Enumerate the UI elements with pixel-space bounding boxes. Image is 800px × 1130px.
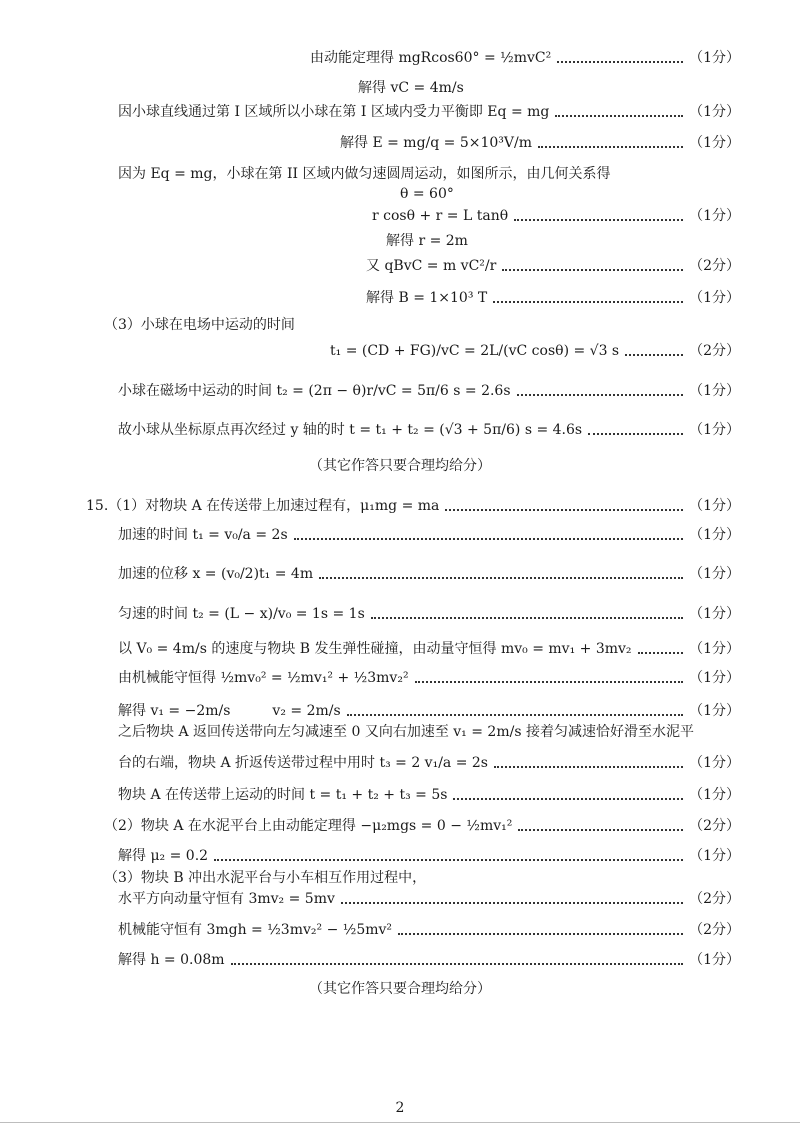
page-number: 2 (395, 1100, 405, 1116)
leader-dots (231, 963, 684, 965)
leader-dots (371, 617, 683, 619)
line-18: 加速的位移 x = (v₀/2)t₁ = 4m （1分） (118, 566, 740, 582)
line-23: 之后物块 A 返回传送带向左匀减速至 0 又向右加速至 v₁ = 2m/s 接着匀减速恰好滑至水泥平 (118, 724, 694, 740)
line-19: 匀速的时间 t₂ = (L − x)/v₀ = 1s = 1s （1分） (118, 606, 740, 622)
line-29: 水平方向动量守恒有 3mv₂ = 5mv （2分） (118, 891, 740, 907)
leader-dots (494, 766, 683, 768)
line-17: 加速的时间 t₁ = v₀/a = 2s （1分） (118, 527, 740, 543)
line-4: 解得 E = mg/q = 5×10³V/m （1分） (340, 135, 740, 151)
leader-dots (502, 269, 683, 271)
leader-dots (514, 219, 683, 221)
footer-divider (0, 1122, 800, 1123)
line-31: 解得 h = 0.08m （1分） (118, 952, 740, 968)
line-24: 台的右端，物块 A 折返传送带过程中用时 t₃ = 2 v₁/a = 2s （1分） (118, 755, 740, 771)
line-1: 由动能定理得 mgRcos60° = ½mvC² （1分） (310, 50, 740, 66)
leader-dots (493, 301, 683, 303)
line-30: 机械能守恒有 3mgh = ½3mv₂² − ½5mv² （2分） (118, 922, 740, 938)
line-2: 解得 vC = 4m/s (358, 80, 464, 96)
closing-note: （其它作答只要合理均给分） (309, 981, 491, 997)
line-26: （2）物块 A 在水泥平台上由动能定理得 −μ₂mgs = 0 − ½mv₁² （2分） (104, 818, 740, 834)
leader-dots (415, 681, 684, 683)
line-25: 物块 A 在传送带上运动的时间 t = t₁ + t₂ + t₃ = 5s （1分） (118, 787, 740, 803)
line-5: 因为 Eq = mg，小球在第 II 区域内做匀速圆周运动，如图所示，由几何关系得 (118, 166, 611, 182)
leader-dots (214, 859, 683, 861)
line-13: 小球在磁场中运动的时间 t₂ = (2π − θ)r/vC = 5π/6 s = 2.6s （1分） (118, 383, 740, 399)
line-20: 以 V₀ = 4m/s 的速度与物块 B 发生弹性碰撞，由动量守恒得 mv₀ = mv₁ + 3mv₂ （1分） (118, 641, 740, 657)
leader-dots (319, 577, 683, 579)
leader-dots (518, 829, 683, 831)
line-11: （3）小球在电场中运动的时间 (104, 317, 295, 333)
leader-dots (294, 538, 683, 540)
leader-dots (588, 433, 683, 435)
leader-dots (625, 354, 683, 356)
line-10: 解得 B = 1×10³ T （1分） (366, 290, 740, 306)
line-12: t₁ = (CD + FG)/vC = 2L/(vC cosθ) = √3 s （2分） (330, 343, 740, 359)
leader-dots (347, 714, 683, 716)
line-28: （3）物块 B 冲出水泥平台与小车相互作用过程中， (104, 870, 427, 886)
leader-dots (538, 146, 683, 148)
line-22: 解得 v₁ = −2m/s v₂ = 2m/s （1分） (118, 703, 740, 719)
line-21: 由机械能守恒得 ½mv₀² = ½mv₁² + ½3mv₂² （1分） (118, 670, 740, 686)
line-3: 因小球直线通过第 I 区域所以小球在第 I 区域内受力平衡即 Eq = mg （1分） (118, 104, 740, 120)
line-14: 故小球从坐标原点再次经过 y 轴的时 t = t₁ + t₂ = (√3 + 5π/6) s = 4.6s （1分） (118, 422, 740, 438)
line-9: 又 qBvC = m vC²/r （2分） (366, 258, 740, 274)
leader-dots (398, 933, 683, 935)
leader-dots (517, 394, 684, 396)
leader-dots (638, 652, 684, 654)
line-6: θ = 60° (400, 186, 454, 202)
line-8: 解得 r = 2m (386, 233, 468, 249)
line-7: r cosθ + r = L tanθ （1分） (372, 208, 740, 224)
leader-dots (453, 798, 683, 800)
line-27: 解得 μ₂ = 0.2 （1分） (118, 848, 740, 864)
leader-dots (555, 115, 683, 117)
line-16: 15.（1）对物块 A 在传送带上加速过程有，μ₁mg = ma （1分） (86, 498, 740, 514)
leader-dots (557, 61, 683, 63)
closing-note: （其它作答只要合理均给分） (309, 458, 491, 474)
leader-dots (445, 509, 683, 511)
leader-dots (341, 902, 683, 904)
